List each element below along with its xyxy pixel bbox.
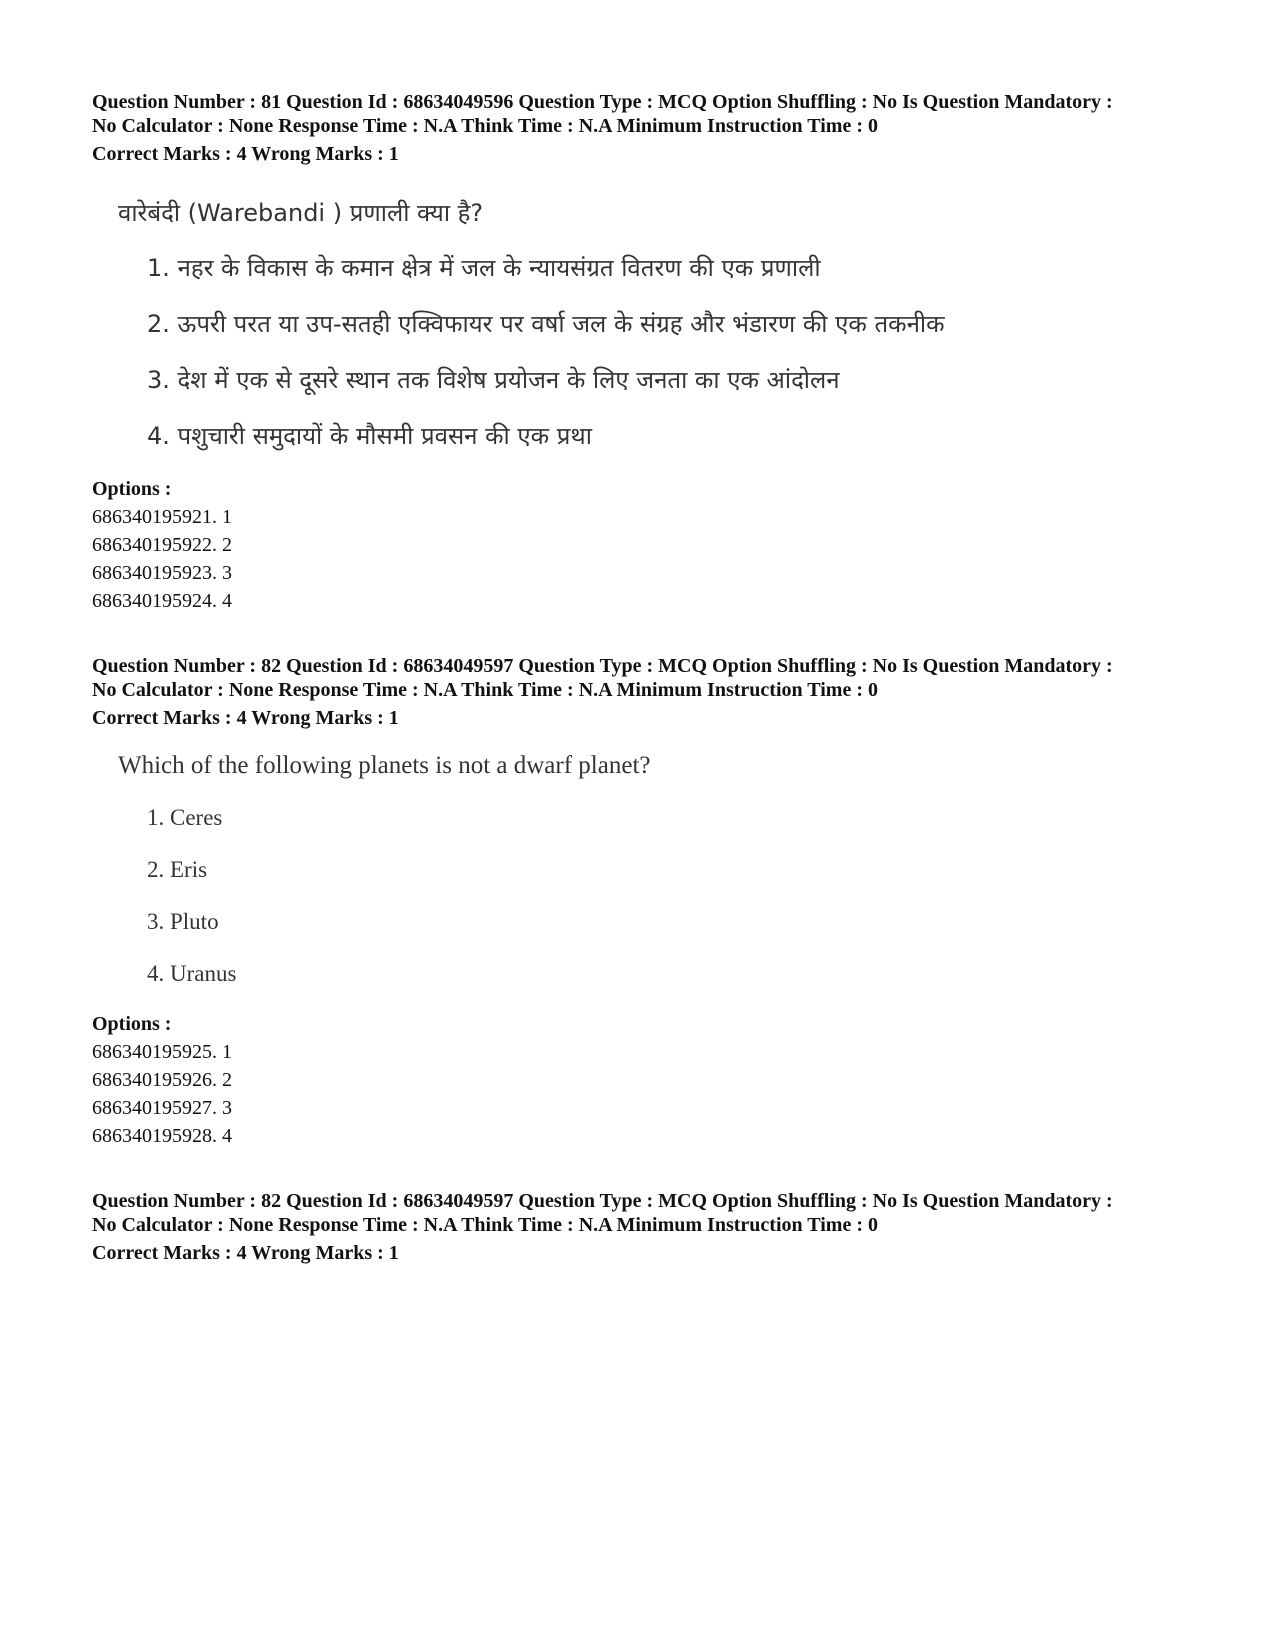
question-82-option-2: 686340195926. 2 — [92, 1069, 232, 1091]
question-meta-line-2: No Calculator : None Response Time : N.A Think Time : N.A Minimum Instruction Time : 0 — [92, 679, 878, 701]
question-82-repeat-header — [92, 1189, 1212, 1265]
question-81-options-label: Options : — [92, 478, 172, 500]
question-81-choice-2: 2. ऊपरी परत या उप-सतही एक्विफायर पर वर्षा जल के संग्रह और भंडारण की एक तकनीक — [147, 310, 945, 338]
question-meta-line-1: Question Number : 82 Question Id : 68634049597 Question Type : MCQ Option Shuffling : No Is Question Mandatory : — [92, 1190, 1113, 1212]
question-82-choice-3: 3. Pluto — [147, 909, 219, 934]
question-meta-line-1: Question Number : 81 Question Id : 68634049596 Question Type : MCQ Option Shuffling : No Is Question Mandatory : — [92, 91, 1113, 113]
question-marks: Correct Marks : 4 Wrong Marks : 1 — [92, 1242, 399, 1264]
question-82-options-label: Options : — [92, 1013, 172, 1035]
question-82-choice-4: 4. Uranus — [147, 961, 237, 986]
question-81-option-2: 686340195922. 2 — [92, 534, 232, 556]
question-81-choice-3: 3. देश में एक से दूसरे स्थान तक विशेष प्रयोजन के लिए जनता का एक आंदोलन — [147, 366, 840, 394]
question-82-option-4: 686340195928. 4 — [92, 1125, 232, 1147]
question-81-stem: वारेबंदी (Warebandi ) प्रणाली क्या है? — [118, 199, 484, 227]
question-82-choice-2: 2. Eris — [147, 857, 208, 882]
question-82-option-1: 686340195925. 1 — [92, 1041, 232, 1063]
question-81-option-1: 686340195921. 1 — [92, 506, 232, 528]
question-82-stem: Which of the following planets is not a dwarf planet? — [118, 752, 651, 779]
question-81-header — [92, 90, 1212, 166]
question-meta-line-2: No Calculator : None Response Time : N.A Think Time : N.A Minimum Instruction Time : 0 — [92, 115, 878, 137]
question-81-option-3: 686340195923. 3 — [92, 562, 232, 584]
question-81-choice-4: 4. पशुचारी समुदायों के मौसमी प्रवसन की एक प्रथा — [147, 422, 592, 450]
question-81-choice-1: 1. नहर के विकास के कमान क्षेत्र में जल के न्यायसंग्रत वितरण की एक प्रणाली — [147, 254, 821, 282]
question-meta-line-1: Question Number : 82 Question Id : 68634049597 Question Type : MCQ Option Shuffling : No Is Question Mandatory : — [92, 655, 1113, 677]
question-meta-line-2: No Calculator : None Response Time : N.A Think Time : N.A Minimum Instruction Time : 0 — [92, 1214, 878, 1236]
question-marks: Correct Marks : 4 Wrong Marks : 1 — [92, 143, 399, 165]
question-82-option-3: 686340195927. 3 — [92, 1097, 232, 1119]
question-82-header — [92, 654, 1212, 730]
question-82-choice-1: 1. Ceres — [147, 805, 223, 830]
question-marks: Correct Marks : 4 Wrong Marks : 1 — [92, 707, 399, 729]
question-81-option-4: 686340195924. 4 — [92, 590, 232, 612]
